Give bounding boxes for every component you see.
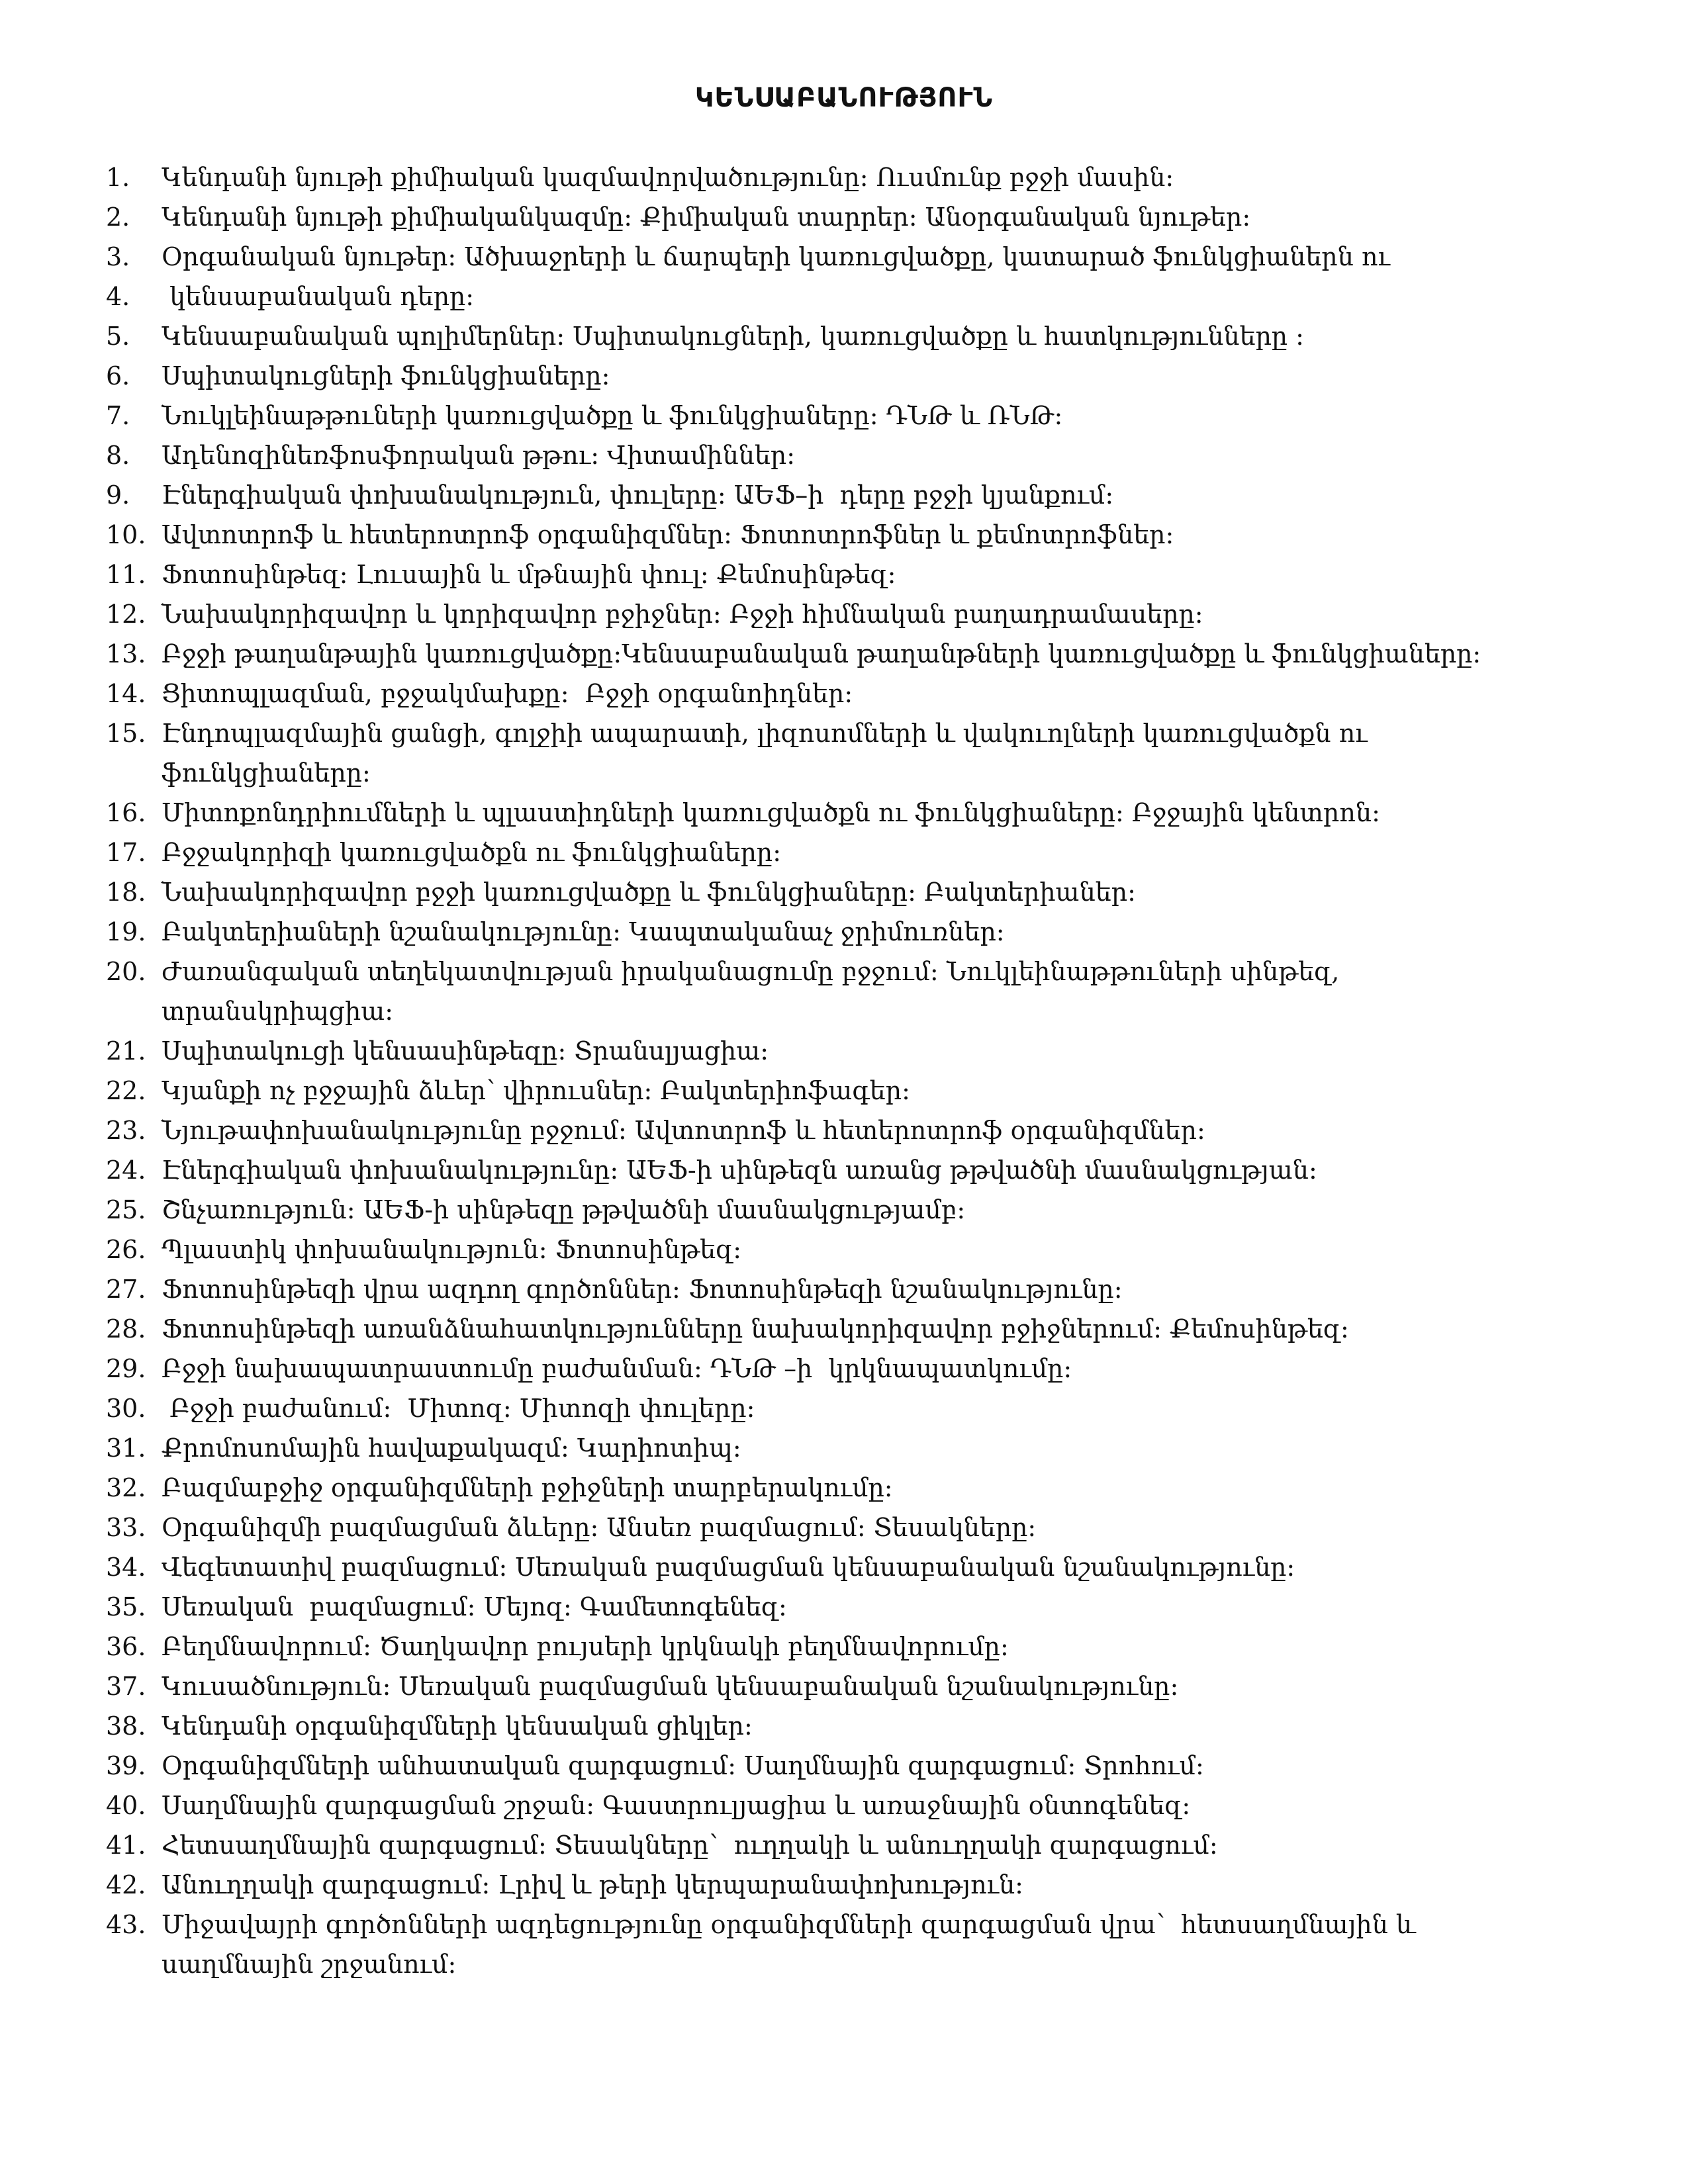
- topic-number: 41.: [106, 1831, 146, 1860]
- topic-text: Շնչառություն: ԱԵՖ-ի սինթեզը թթվածնի մասնակցությամբ:: [162, 1195, 966, 1224]
- topic-item: [106, 1865, 1589, 1905]
- topic-number: 28.: [106, 1314, 146, 1343]
- topic-number: 35.: [106, 1592, 146, 1621]
- topic-text: Կյանքի ոչ բջջային ձևեր՝ վիրուսներ: Բակտերիոֆագեր:: [162, 1076, 910, 1105]
- topic-item: [106, 912, 1589, 952]
- topic-text: Ֆոտոսինթեզի վրա ազդող գործոններ: Ֆոտոսինթեզի նշանակությունը:: [162, 1275, 1123, 1304]
- topic-item: [106, 713, 1589, 793]
- topic-number: 26.: [106, 1235, 146, 1264]
- topic-text: Պլաստիկ փոխանակություն: Ֆոտոսինթեզ:: [162, 1235, 742, 1264]
- topic-text: Բեղմնավորում: Ծաղկավոր բույսերի կրկնակի բեղմնավորումը:: [162, 1632, 1009, 1661]
- topic-item: [106, 594, 1589, 634]
- topic-item: [106, 158, 1589, 197]
- topic-item: [106, 1269, 1589, 1309]
- topic-item: [106, 872, 1589, 912]
- topic-text: Էներգիական փոխանակություն, փուլերը: ԱԵՖ–ի դերը բջջի կյանքում:: [162, 480, 1114, 510]
- topic-number: 1.: [106, 163, 130, 192]
- topic-text: Վեգետատիվ բազմացում: Սեռական բազմացման կենսաբանական նշանակությունը:: [162, 1553, 1295, 1582]
- topic-item: [106, 396, 1589, 435]
- topic-number: 20.: [106, 957, 146, 986]
- topic-list: [106, 158, 1589, 1984]
- topic-text: Կենսաբանական պոլիմերներ: Սպիտակուցների, կառուցվածքը և հատկությունները :: [162, 322, 1304, 351]
- topic-text: Ավտոտրոֆ և հետերոտրոֆ օրգանիզմներ: Ֆոտոտրոֆներ և քեմոտրոֆներ:: [162, 520, 1174, 549]
- topic-item: [106, 1111, 1589, 1150]
- topic-text: Էներգիական փոխանակությունը: ԱԵՖ-ի սինթեզն առանց թթվածնի մասնակցության:: [162, 1156, 1317, 1185]
- topic-number: 34.: [106, 1553, 146, 1582]
- topic-text: կենսաբանական դերը:: [162, 282, 475, 311]
- topic-number: 10.: [106, 520, 146, 549]
- topic-item: [106, 1309, 1589, 1349]
- topic-item: [106, 316, 1589, 356]
- topic-number: 13.: [106, 639, 146, 668]
- topic-text: Հետսաղմնային զարգացում: Տեսակները՝ ուղղակի և անուղղակի զարգացում:: [162, 1831, 1218, 1860]
- topic-text: Կենդանի նյութի քիմիականկազմը: Քիմիական տարրեր: Անօրգանական նյութեր:: [162, 203, 1251, 232]
- topic-item: [106, 237, 1589, 277]
- topic-item: [106, 1150, 1589, 1190]
- topic-text: Կենդանի նյութի քիմիական կազմավորվածությունը: Ուսմունք բջջի մասին:: [162, 163, 1174, 192]
- topic-text: Բազմաբջիջ օրգանիզմների բջիջների տարբերակումը:: [162, 1473, 893, 1502]
- topic-item: [106, 1190, 1589, 1230]
- topic-number: 29.: [106, 1354, 146, 1383]
- topic-number: 33.: [106, 1513, 146, 1542]
- topic-text: Ցիտոպլազման, բջջակմախքը: Բջջի օրգանոիդներ:: [162, 679, 853, 708]
- topic-item: [106, 634, 1589, 674]
- topic-text: Բջջի բաժանում: Միտոզ: Միտոզի փուլերը:: [162, 1394, 755, 1423]
- topic-item: [106, 475, 1589, 515]
- topic-number: 31.: [106, 1433, 146, 1463]
- topic-text: Ֆոտոսինթեզի առանձնահատկությունները նախակորիզավոր բջիջներում: Քեմոսինթեզ:: [162, 1314, 1349, 1343]
- topic-number: 5.: [106, 322, 130, 351]
- topic-item: [106, 1587, 1589, 1627]
- topic-item: [106, 674, 1589, 713]
- topic-number: 21.: [106, 1036, 146, 1066]
- topic-item: [106, 833, 1589, 872]
- topic-item: [106, 277, 1589, 316]
- topic-item: [106, 1071, 1589, 1111]
- topic-text: Նախակորիզավոր բջջի կառուցվածքը և ֆունկցիաները: Բակտերիաներ:: [162, 878, 1136, 907]
- topic-text: Նուկլեինաթթուների կառուցվածքը և ֆունկցիաները: ԴՆԹ և ՌՆԹ:: [162, 401, 1063, 430]
- topic-number: 25.: [106, 1195, 146, 1224]
- topic-item: [106, 1388, 1589, 1428]
- topic-number: 7.: [106, 401, 130, 430]
- topic-item: [106, 435, 1589, 475]
- topic-item: [106, 1031, 1589, 1071]
- topic-number: 11.: [106, 560, 146, 589]
- topic-number: 38.: [106, 1711, 146, 1741]
- topic-text: Միջավայրի գործոնների ազդեցությունը օրգանիզմների զարգացման վրա՝ հետսաղմնային և սաղմնային շրջանում:: [162, 1910, 1424, 1979]
- topic-item: [106, 1230, 1589, 1269]
- topic-item: [106, 356, 1589, 396]
- topic-text: Օրգանական նյութեր: Ածխաջրերի և ճարպերի կառուցվածքը, կատարած ֆունկցիաներն ու: [162, 242, 1390, 271]
- topic-text: Սպիտակուցների ֆունկցիաները:: [162, 361, 610, 390]
- topic-text: Անուղղակի զարգացում: Լրիվ և թերի կերպարանափոխություն:: [162, 1870, 1023, 1899]
- topic-number: 3.: [106, 242, 130, 271]
- topic-text: Սեռական բազմացում: Մեյոզ: Գամետոգենեզ:: [162, 1592, 787, 1621]
- topic-text: Կուսածնություն: Սեռական բազմացման կենսաբանական նշանակությունը:: [162, 1672, 1179, 1701]
- topic-item: [106, 1468, 1589, 1508]
- topic-number: 12.: [106, 600, 146, 629]
- topic-number: 2.: [106, 203, 130, 232]
- topic-number: 42.: [106, 1870, 146, 1899]
- topic-text: Բակտերիաների նշանակությունը: Կապտականաչ ջրիմուռներ:: [162, 917, 1005, 946]
- topic-number: 37.: [106, 1672, 146, 1701]
- topic-number: 8.: [106, 441, 130, 470]
- topic-number: 24.: [106, 1156, 146, 1185]
- topic-text: Ֆոտոսինթեզ: Լուսային և մթնային փուլ: Քեմոսինթեզ:: [162, 560, 896, 589]
- topic-text: Բջջի նախապատրաստումը բաժանման: ԴՆԹ –ի կրկնապատկումը:: [162, 1354, 1072, 1383]
- topic-item: [106, 952, 1589, 1031]
- topic-item: [106, 555, 1589, 594]
- topic-item: [106, 793, 1589, 833]
- topic-text: Կենդանի օրգանիզմների կենսական ցիկլեր:: [162, 1711, 753, 1741]
- topic-text: Քրոմոսոմային հավաքակազմ: Կարիոտիպ:: [162, 1433, 741, 1463]
- topic-item: [106, 1786, 1589, 1825]
- topic-text: Օրգանիզմի բազմացման ձևերը: Անսեռ բազմացում: Տեսակները:: [162, 1513, 1037, 1542]
- topic-item: [106, 1627, 1589, 1666]
- topic-text: Սպիտակուցի կենսասինթեզը: Տրանսլյացիա:: [162, 1036, 769, 1066]
- topic-text: Էնդոպլազմային ցանցի, գոլջիի ապարատի, լիզոսոմների և վակուոլների կառուցվածքն ու ֆունկցիաները:: [162, 719, 1376, 788]
- topic-number: 32.: [106, 1473, 146, 1502]
- topic-number: 22.: [106, 1076, 146, 1105]
- topic-number: 19.: [106, 917, 146, 946]
- topic-number: 39.: [106, 1751, 146, 1780]
- topic-text: Օրգանիզմների անհատական զարգացում: Սաղմնային զարգացում: Տրոհում:: [162, 1751, 1204, 1780]
- document-title: ԿԵՆՍԱԲԱՆՈՒԹՅՈՒՆ: [694, 83, 994, 113]
- topic-text: Բջջակորիզի կառուցվածքն ու ֆունկցիաները:: [162, 838, 781, 867]
- topic-number: 14.: [106, 679, 146, 708]
- topic-number: 6.: [106, 361, 130, 390]
- topic-number: 15.: [106, 719, 146, 748]
- topic-number: 40.: [106, 1791, 146, 1820]
- topic-item: [106, 1349, 1589, 1388]
- topic-number: 16.: [106, 798, 146, 827]
- topic-number: 30.: [106, 1394, 146, 1423]
- topic-text: Բջջի թաղանթային կառուցվածքը:Կենսաբանական թաղանթների կառուցվածքը և ֆունկցիաները:: [162, 639, 1481, 668]
- topic-item: [106, 1508, 1589, 1547]
- topic-number: 9.: [106, 480, 130, 510]
- topic-number: 4.: [106, 282, 130, 311]
- topic-number: 23.: [106, 1116, 146, 1145]
- topic-item: [106, 1825, 1589, 1865]
- topic-number: 27.: [106, 1275, 146, 1304]
- topic-item: [106, 1428, 1589, 1468]
- topic-item: [106, 1706, 1589, 1746]
- topic-number: 43.: [106, 1910, 146, 1939]
- topic-item: [106, 197, 1589, 237]
- topic-number: 18.: [106, 878, 146, 907]
- topic-text: Նյութափոխանակությունը բջջում: Ավտոտրոֆ և հետերոտրոֆ օրգանիզմներ:: [162, 1116, 1205, 1145]
- topic-number: 17.: [106, 838, 146, 867]
- topic-item: [106, 1666, 1589, 1706]
- topic-text: Միտոքոնդրիումների և պլաստիդների կառուցվածքն ու ֆունկցիաները: Բջջային կենտրոն:: [162, 798, 1380, 827]
- topic-item: [106, 1547, 1589, 1587]
- topic-item: [106, 1746, 1589, 1786]
- topic-number: 36.: [106, 1632, 146, 1661]
- topic-text: Ադենոզինեռֆոսֆորական թթու: Վիտամիններ:: [162, 441, 796, 470]
- topic-item: [106, 515, 1589, 555]
- topic-item: [106, 1905, 1589, 1984]
- topic-text: Ժառանգական տեղեկատվության իրականացումը բջջում: Նուկլեինաթթուների սինթեզ, տրանսկրիպցիա:: [162, 957, 1348, 1026]
- topic-text: Սաղմնային զարգացման շրջան: Գաստրուլյացիա և առաջնային օնտոգենեզ:: [162, 1791, 1191, 1820]
- topic-text: Նախակորիզավոր և կորիզավոր բջիջներ: Բջջի հիմնական բաղադրամասերը:: [162, 600, 1203, 629]
